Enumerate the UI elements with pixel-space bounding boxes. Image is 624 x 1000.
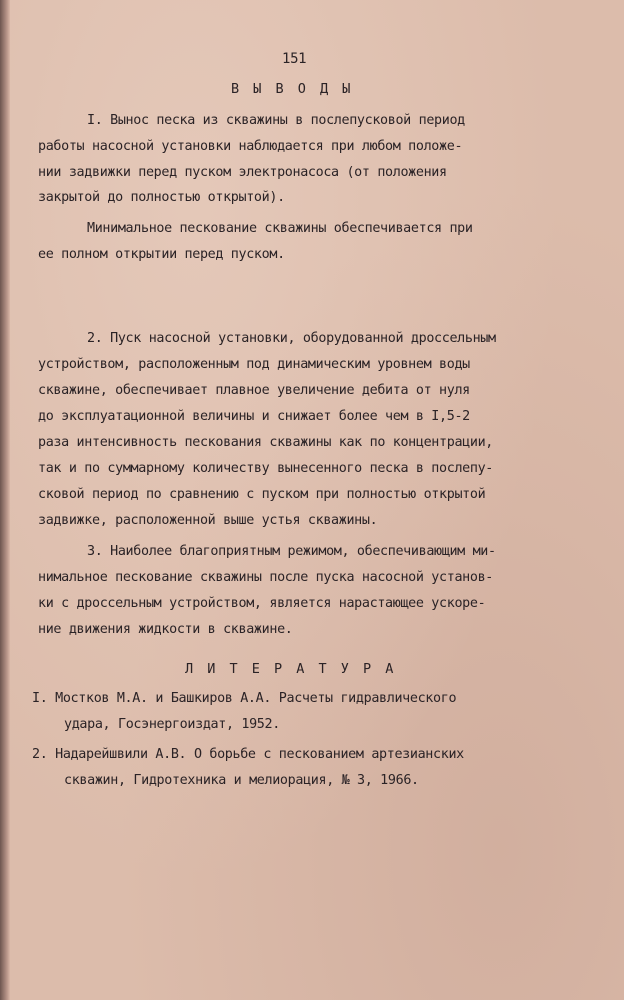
text-line: закрытой до полностью открытой). bbox=[38, 190, 285, 205]
document-page bbox=[10, 0, 624, 1000]
text-line: 3. Наиболее благоприятным режимом, обеспечивающим ми- bbox=[87, 544, 496, 559]
heading-conclusions: В Ы В О Д Ы bbox=[231, 81, 354, 97]
text-line: Минимальное пескование скважины обеспечивается при bbox=[87, 221, 473, 236]
text-line: 2. Пуск насосной установки, оборудованной дроссельным bbox=[87, 331, 496, 346]
heading-literature: Л И Т Е Р А Т У Р А bbox=[185, 661, 397, 677]
reference-line: 2. Надарейшвили А.В. О борьбе с пескованием артезианских bbox=[32, 747, 464, 762]
book-binding-edge bbox=[0, 0, 10, 1000]
text-line: задвижке, расположенной выше устья скважины. bbox=[38, 513, 378, 528]
text-line: ки с дроссельным устройством, является нарастающее ускоре- bbox=[38, 596, 486, 611]
reference-line: удара, Госэнергоиздат, 1952. bbox=[64, 717, 280, 732]
text-line: ее полном открытии перед пуском. bbox=[38, 247, 285, 262]
text-line: так и по суммарному количеству вынесенного песка в послепу- bbox=[38, 461, 493, 476]
text-line: работы насосной установки наблюдается при любом положе- bbox=[38, 139, 463, 154]
text-line: до эксплуатационной величины и снижает более чем в I,5-2 bbox=[38, 409, 470, 424]
text-line: сковой период по сравнению с пуском при полностью открытой bbox=[38, 487, 486, 502]
text-line: нии задвижки перед пуском электронасоса (от положения bbox=[38, 165, 447, 180]
text-line: I. Вынос песка из скважины в послепусковой период bbox=[87, 113, 465, 128]
text-line: ние движения жидкости в скважине. bbox=[38, 622, 293, 637]
text-line: раза интенсивность пескования скважины как по концентрации, bbox=[38, 435, 493, 450]
text-line: скважине, обеспечивает плавное увеличение дебита от нуля bbox=[38, 383, 470, 398]
text-line: устройством, расположенным под динамическим уровнем воды bbox=[38, 357, 470, 372]
page-number: 151 bbox=[282, 51, 307, 67]
reference-line: I. Мостков М.А. и Башкиров А.А. Расчеты гидравлического bbox=[32, 691, 457, 706]
reference-line: скважин, Гидротехника и мелиорация, № 3, 1966. bbox=[64, 773, 419, 788]
text-line: нимальное пескование скважины после пуска насосной установ- bbox=[38, 570, 493, 585]
